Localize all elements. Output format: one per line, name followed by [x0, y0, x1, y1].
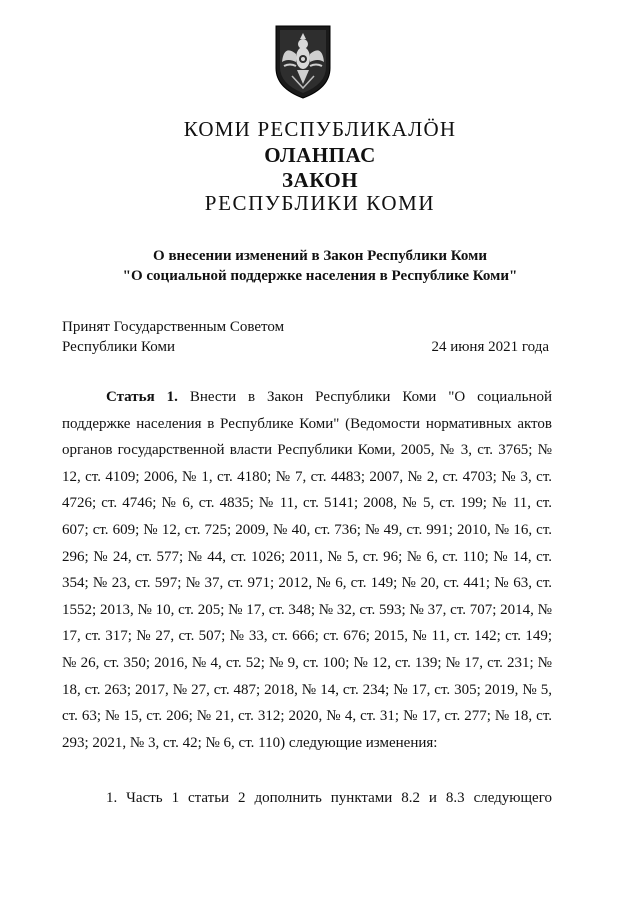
article-1-text: Внести в Закон Республики Коми "О социальной поддержке населения в Республике Коми" (Ведомости нормативных актов органов государственной власти Республики Коми, 2005, № 3, ст. 3765; № 12, ст. 4109; 2006, № 1, ст. 4180; № 7, ст. 4483; 2007, № 2, ст. 4703; № 3, ст. 4726; ст. 4746; № 6, ст. 4835; № 11, ст. 5141; 2008, № 5, ст. 199; № 11, ст. 607; ст. 609; № 12, ст. 725; 2009, № 40, ст. 736; № 49, ст. 991; 2010, № 16, ст. 296; № 24, ст. 577; № 44, ст. 1026; 2011, № 5, ст. 96; № 6, ст. 110; № 14, ст. 354; № 23, ст. 597; № 37, ст. 971; 2012, № 6, ст. 149; № 20, ст. 441; № 63, ст. 1552; 2013, № 10, ст. 205; № 17, ст. 348; № 32, ст. 593; № 37, ст. 707; 2014, № 17, ст. 317; № 27, ст. 507; № 33, ст. 666; ст. 676; 2015, № 11, ст. 142; ст. 149; № 26, ст. 350; 2016, № 4, ст. 52; № 9, ст. 100; № 12, ст. 139; № 17, ст. 231; № 18, ст. 263; 2017, № 27, ст. 487; 2018, № 14, ст. 234; № 17, ст. 305; 2019, № 5, ст. 63; № 15, ст. 206; № 21, ст. 312; 2020, № 4, ст. 31; № 17, ст. 277; № 18, ст. 293; 2021, № 3, ст. 42; № 6, ст. 110) следующие изменения:	[62, 389, 552, 751]
header-olanpas: ОЛАНПАС	[264, 143, 376, 167]
adoption-date: 24 июня 2021 года	[431, 339, 549, 355]
header-komi-title: КОМИ РЕСПУБЛИКАЛÖН	[183, 117, 457, 141]
law-title-line-2: "О социальной поддержке населения в Республике Коми"	[122, 268, 518, 284]
item-1-text: 1. Часть 1 статьи 2 дополнить пунктами 8.2 и 8.3 следующего	[106, 790, 552, 806]
article-1-label: Статья 1.	[106, 389, 178, 405]
article-1-paragraph	[62, 384, 552, 756]
adoption-line-2: Республики Коми	[62, 339, 175, 355]
adoption-line-1: Принят Государственным Советом	[62, 319, 285, 335]
coat-of-arms-emblem	[270, 22, 336, 100]
header-zakon: ЗАКОН	[281, 168, 359, 192]
header-republic: РЕСПУБЛИКИ КОМИ	[204, 191, 436, 215]
law-title-line-1: О внесении изменений в Закон Республики Коми	[153, 248, 487, 264]
